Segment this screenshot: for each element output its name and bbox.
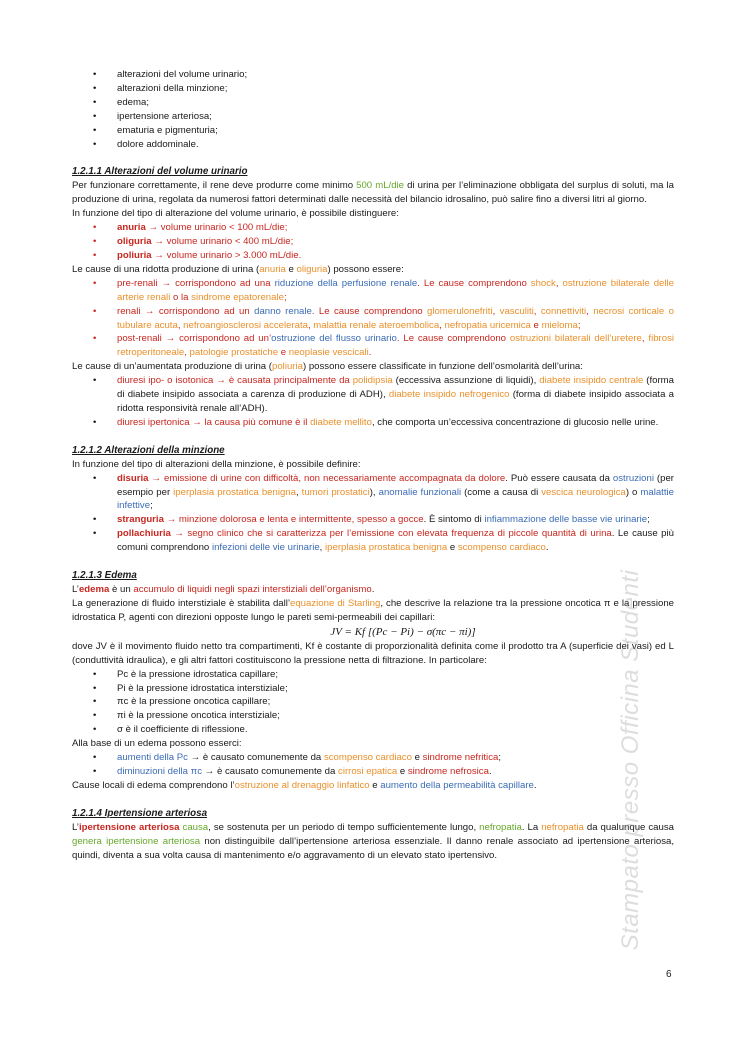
list-item: • diminuzioni della πc → è causato comunemente da cirrosi epatica e sindrome nefrosica.	[72, 765, 674, 779]
watermark-text: Stampato presso Officina Studenti	[617, 569, 645, 951]
paragraph: Per funzionare correttamente, il rene deve produrre come minimo 500 mL/die di urina per l’eliminazione obbligata del surplus di soluti, ma la produzione di urina, regolata da numerosi fattori determinati dalle necessità del bilancio idrosalino, può salire fino a diversi litri al giorno.	[72, 180, 675, 206]
section-heading-edema: 1.2.1.3 Edema	[72, 570, 137, 582]
paragraph: L’ipertensione arteriosa causa, se sostenuta per un periodo di tempo sufficientemente lungo, nefropatia. La nefropatia da qualunque causa genera ipertensione arteriosa non distinguibile dall’ipertensione arteriosa essenziale. Il danno renale associato ad ipertensione arteriosa, quindi, diventa a sua volta causa di mantenimento e/o aggravamento di un elevato stato ipertensivo.	[72, 821, 674, 861]
paragraph: Le cause di un’aumentata produzione di urina (poliuria) possono essere classificate in funzione dell’osmolarità dell’urina:	[72, 361, 583, 373]
section-heading-minzione: 1.2.1.2 Alterazioni della minzione	[72, 444, 225, 456]
paragraph: dove JV è il movimento fluido netto tra compartimenti, Kf è costante di proporzionalità definita come il prodotto tra A (superficie dei vasi) ed L (conduttività idraulica), e gli altri fattori costituiscono la pressione netta di filtrazione. In particolare:	[72, 640, 674, 666]
document-page	[72, 68, 674, 863]
minzione-list	[72, 472, 674, 555]
pressure-terms-list	[72, 668, 674, 738]
list-item: • edema;	[72, 96, 674, 110]
paragraph: L’edema è un accumulo di liquidi negli spazi interstiziali dell’organismo.	[72, 584, 375, 596]
list-item: • πc è la pressione oncotica capillare;	[72, 695, 674, 709]
list-item: • disuria → emissione di urine con difficoltà, non necessariamente accompagnata da dolore. Può essere causata da ostruzioni (per esempio per iperplasia prostatica benigna, tumori prostatici), anomalie funzionali (come a causa di vescica neurologica) o malattie infettive;	[72, 472, 674, 514]
list-item: • post-renali → corrispondono ad un’ostruzione del flusso urinario. Le cause comprendono ostruzioni bilaterali dell’uretere, fibrosi retroperitoneale, patologie prostatiche e neoplasie vescicali.	[72, 332, 674, 360]
volume-list	[72, 221, 674, 263]
list-item: • πi è la pressione oncotica interstiziale;	[72, 709, 674, 723]
paragraph: La generazione di fluido interstiziale è stabilita dall’equazione di Starling, che descrive la relazione tra la pressione oncotica π e la pressione idrostatica P, agenti con direzioni opposte lungo le pareti semi-permeabili dei capillari:	[72, 598, 674, 623]
section-heading-volume: 1.2.1.1 Alterazioni del volume urinario	[72, 166, 248, 178]
list-item: • poliuria → volume urinario > 3.000 mL/die.	[72, 249, 674, 263]
list-item: • Pc è la pressione idrostatica capillare;	[72, 668, 674, 682]
list-item: • diuresi ipertonica → la causa più comune è il diabete mellito, che comporta un’eccessiva concentrazione di glucosio nelle urine.	[72, 416, 674, 430]
list-item: • diuresi ipo- o isotonica → è causata principalmente da polidipsia (eccessiva assunzione di liquidi), diabete insipido centrale (forma di diabete insipido associata a carenza di produzione di ADH), diabete insipido nefrogenico (forma di diabete insipido associata a ridotta responsività renale all’ADH).	[72, 374, 674, 416]
list-item: • pollachiuria → segno clinico che si caratterizza per l’emissione con elevata frequenza di piccole quantità di urina. Le cause più comuni comprendono infezioni delle vie urinarie, iperplasia prostatica benigna e scompenso cardiaco.	[72, 527, 674, 555]
page-number: 6	[666, 969, 672, 980]
list-item: • ipertensione arteriosa;	[72, 110, 674, 124]
oliguria-causes-list	[72, 277, 674, 360]
edema-causes-list	[72, 751, 674, 779]
symptom-list	[72, 68, 674, 151]
list-item: • σ è il coefficiente di riflessione.	[72, 723, 674, 737]
poliuria-causes-list	[72, 374, 674, 430]
starling-equation: JV = Kf [(Pc − Pi) − σ(πc − πi)]	[330, 625, 476, 638]
paragraph: Alla base di un edema possono esserci:	[72, 738, 242, 750]
list-item: • alterazioni della minzione;	[72, 82, 674, 96]
list-item: • ematuria e pigmenturia;	[72, 124, 674, 138]
list-item: • dolore addominale.	[72, 138, 674, 152]
list-item: • pre-renali → corrispondono ad una riduzione della perfusione renale. Le cause comprendono shock, ostruzione bilaterale delle arterie renali o la sindrome epatorenale;	[72, 277, 674, 305]
list-item: • anuria → volume urinario < 100 mL/die;	[72, 221, 674, 235]
list-item: • alterazioni del volume urinario;	[72, 68, 674, 82]
list-item: • aumenti della Pc → è causato comunemente da scompenso cardiaco e sindrome nefritica;	[72, 751, 674, 765]
section-heading-ipertensione: 1.2.1.4 Ipertensione arteriosa	[72, 807, 208, 819]
list-item: • renali → corrispondono ad un danno renale. Le cause comprendono glomerulonefriti, vasculiti, connettiviti, necrosi corticale o tubulare acuta, nefroangiosclerosi accelerata, malattia renale ateroembolica, nefropatia uricemica e mieloma;	[72, 305, 674, 333]
paragraph: Le cause di una ridotta produzione di urina (anuria e oliguria) possono essere:	[72, 263, 404, 275]
paragraph: In funzione del tipo di alterazioni della minzione, è possibile definire:	[72, 458, 361, 470]
list-item: • Pi è la pressione idrostatica interstiziale;	[72, 682, 674, 696]
paragraph: In funzione del tipo di alterazione del volume urinario, è possibile distinguere:	[72, 208, 399, 220]
paragraph: Cause locali di edema comprendono l’ostruzione al drenaggio linfatico e aumento della permeabilità capillare.	[72, 779, 537, 791]
list-item: • stranguria → minzione dolorosa e lenta e intermittente, spesso a gocce. È sintomo di infiammazione delle basse vie urinarie;	[72, 513, 674, 527]
list-item: • oliguria → volume urinario < 400 mL/die;	[72, 235, 674, 249]
